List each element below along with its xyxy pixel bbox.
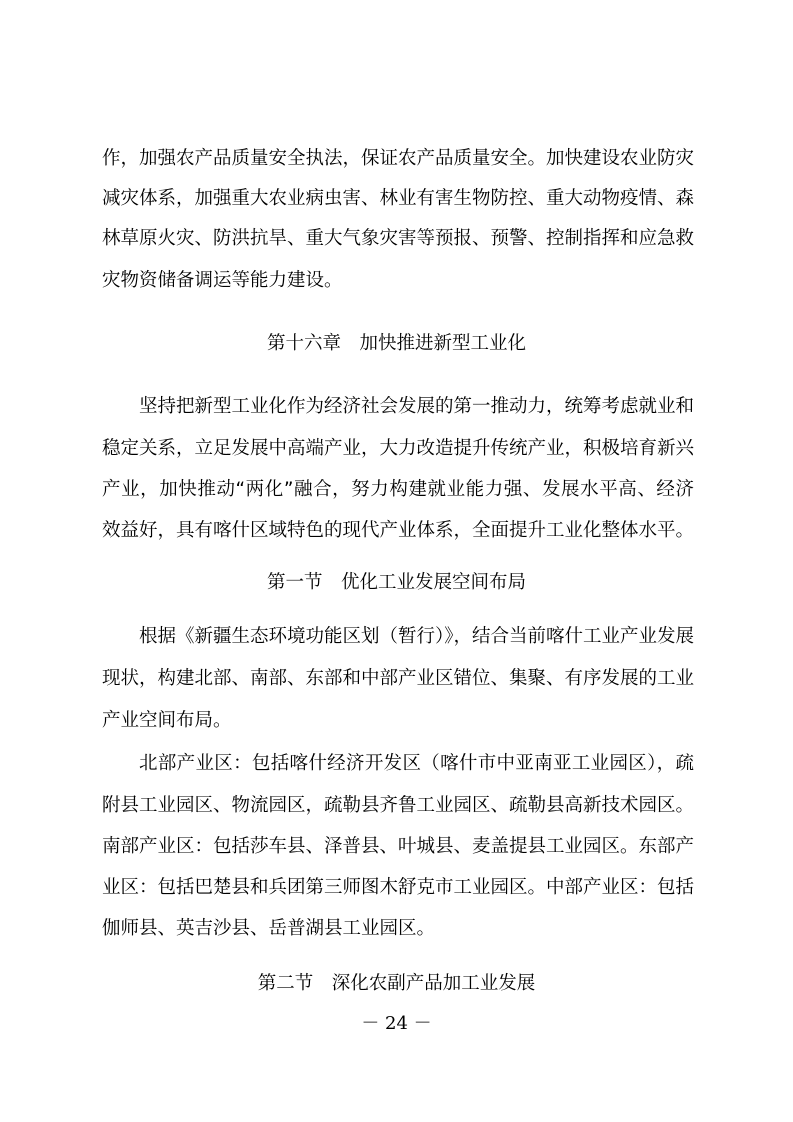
chapter-heading: 第十六章 加快推进新型工业化 xyxy=(266,333,526,354)
paragraph-line: 业区：包括巴楚县和兵团第三师图木舒克市工业园区。中部产业区：包括 xyxy=(102,877,695,898)
paragraph-line: 效益好，具有喀什区域特色的现代产业体系，全面提升工业化整体水平。 xyxy=(102,520,695,541)
paragraph-line: 南部产业区：包括莎车县、泽普县、叶城县、麦盖提县工业园区。东部产 xyxy=(102,836,695,857)
paragraph-line: 根据《新疆生态环境功能区划（暂行）》，结合当前喀什工业产业发展 xyxy=(139,626,695,647)
paragraph-line: 附县工业园区、物流园区，疏勒县齐鲁工业园区、疏勒县高新技术园区。 xyxy=(102,795,695,816)
section-heading: 第二节 深化农副产品加工业发展 xyxy=(257,973,536,994)
paragraph-line: 现状，构建北部、南部、东部和中部产业区错位、集聚、有序发展的工业 xyxy=(102,668,695,689)
paragraph-line: 产业，加快推动“两化”融合，努力构建就业能力强、发展水平高、经济 xyxy=(102,479,694,500)
paragraph-line: 北部产业区：包括喀什经济开发区（喀什市中亚南亚工业园区），疏 xyxy=(139,753,694,774)
page-number: － 24 － xyxy=(361,1013,432,1034)
paragraph-line: 坚持把新型工业化作为经济社会发展的第一推动力，统筹考虑就业和 xyxy=(139,396,695,417)
paragraph-line: 稳定关系，立足发展中高端产业，大力改造提升传统产业，积极培育新兴 xyxy=(102,438,695,459)
paragraph-line: 伽师县、英吉沙县、岳普湖县工业园区。 xyxy=(102,918,436,939)
paragraph-line: 减灾体系，加强重大农业病虫害、林业有害生物防控、重大动物疫情、森 xyxy=(102,188,695,209)
paragraph-line: 产业空间布局。 xyxy=(102,710,232,731)
paragraph-line: 作，加强农产品质量安全执法，保证农产品质量安全。加快建设农业防灾 xyxy=(102,148,695,169)
section-heading: 第一节 优化工业发展空间布局 xyxy=(266,572,526,593)
paragraph-line: 林草原火灾、防洪抗旱、重大气象灾害等预报、预警、控制指挥和应急救 xyxy=(102,228,695,249)
paragraph-line: 灾物资储备调运等能力建设。 xyxy=(102,270,343,291)
